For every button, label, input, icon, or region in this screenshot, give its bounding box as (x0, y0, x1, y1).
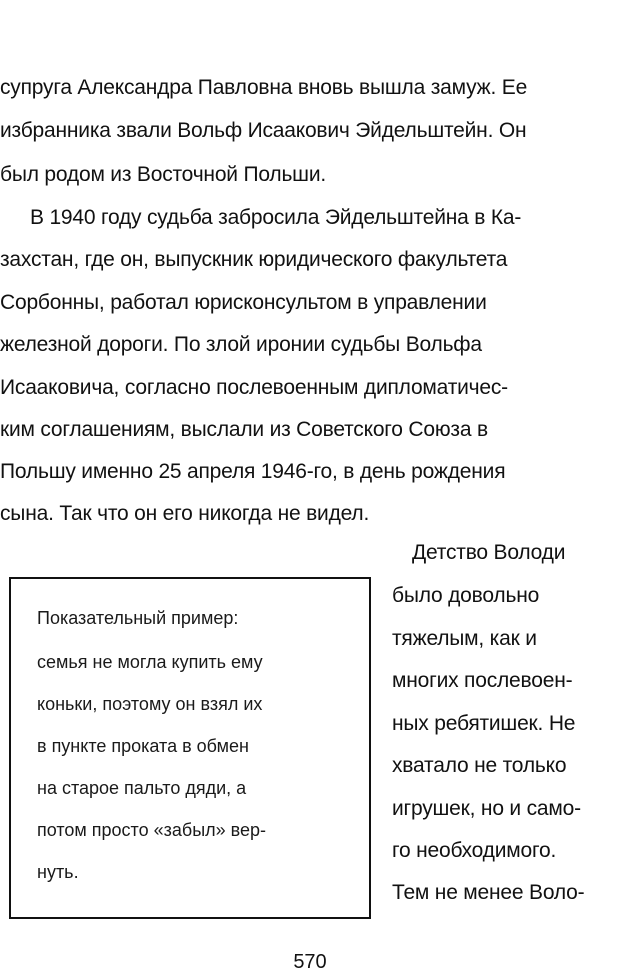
side-text-line-8: го необходимого. (392, 839, 557, 862)
main-text-line-11: сына. Так что он его никогда не видел. (0, 502, 370, 525)
side-text-line-5: ных ребятишек. Не (392, 712, 576, 735)
main-text-line-5: захстан, где он, выпускник юридического факультета (0, 248, 508, 271)
page-number: 570 (293, 951, 327, 973)
main-text-line-9: ким соглашениям, выслали из Советского Союза в (0, 418, 488, 441)
main-text-line-4: В 1940 году судьба забросила Эйдельштейна в Ка- (30, 206, 522, 229)
box-text-line-6: потом просто «забыл» вер- (37, 820, 267, 840)
side-text-line-6: хватало не только (392, 754, 567, 777)
box-text-line-7: нуть. (37, 862, 79, 882)
main-text-line-7: железной дороги. По злой иронии судьбы Вольфа (0, 333, 482, 356)
main-text-line-1: супруга Александра Павловна вновь вышла замуж. Ее (0, 76, 528, 99)
main-text-line-6: Сорбонны, работал юрисконсультом в управлении (0, 291, 487, 314)
main-text-line-2: избранника звали Вольф Исаакович Эйдельштейн. Он (0, 119, 527, 142)
side-text-line-3: тяжелым, как и (392, 627, 537, 650)
side-text-line-4: многих послевоен- (392, 669, 573, 692)
side-text-line-1: Детство Володи (412, 541, 566, 564)
side-text-line-7: игрушек, но и само- (392, 797, 581, 820)
main-text-line-8: Исааковича, согласно послевоенным дипломатичес- (0, 376, 508, 399)
main-text-line-3: был родом из Восточной Польши. (0, 163, 326, 186)
side-text-line-9: Тем не менее Воло- (392, 881, 585, 904)
box-text-line-4: в пункте проката в обмен (37, 736, 249, 756)
box-text-line-2: семья не могла купить ему (37, 652, 263, 672)
box-text-line-5: на старое пальто дяди, а (37, 778, 247, 798)
sidebar-example-box (9, 577, 371, 919)
side-text-line-2: было довольно (392, 584, 540, 607)
main-text-line-10: Польшу именно 25 апреля 1946-го, в день рождения (0, 460, 506, 483)
box-text-line-1: Показательный пример: (37, 608, 239, 628)
box-text-line-3: коньки, поэтому он взял их (37, 694, 263, 714)
